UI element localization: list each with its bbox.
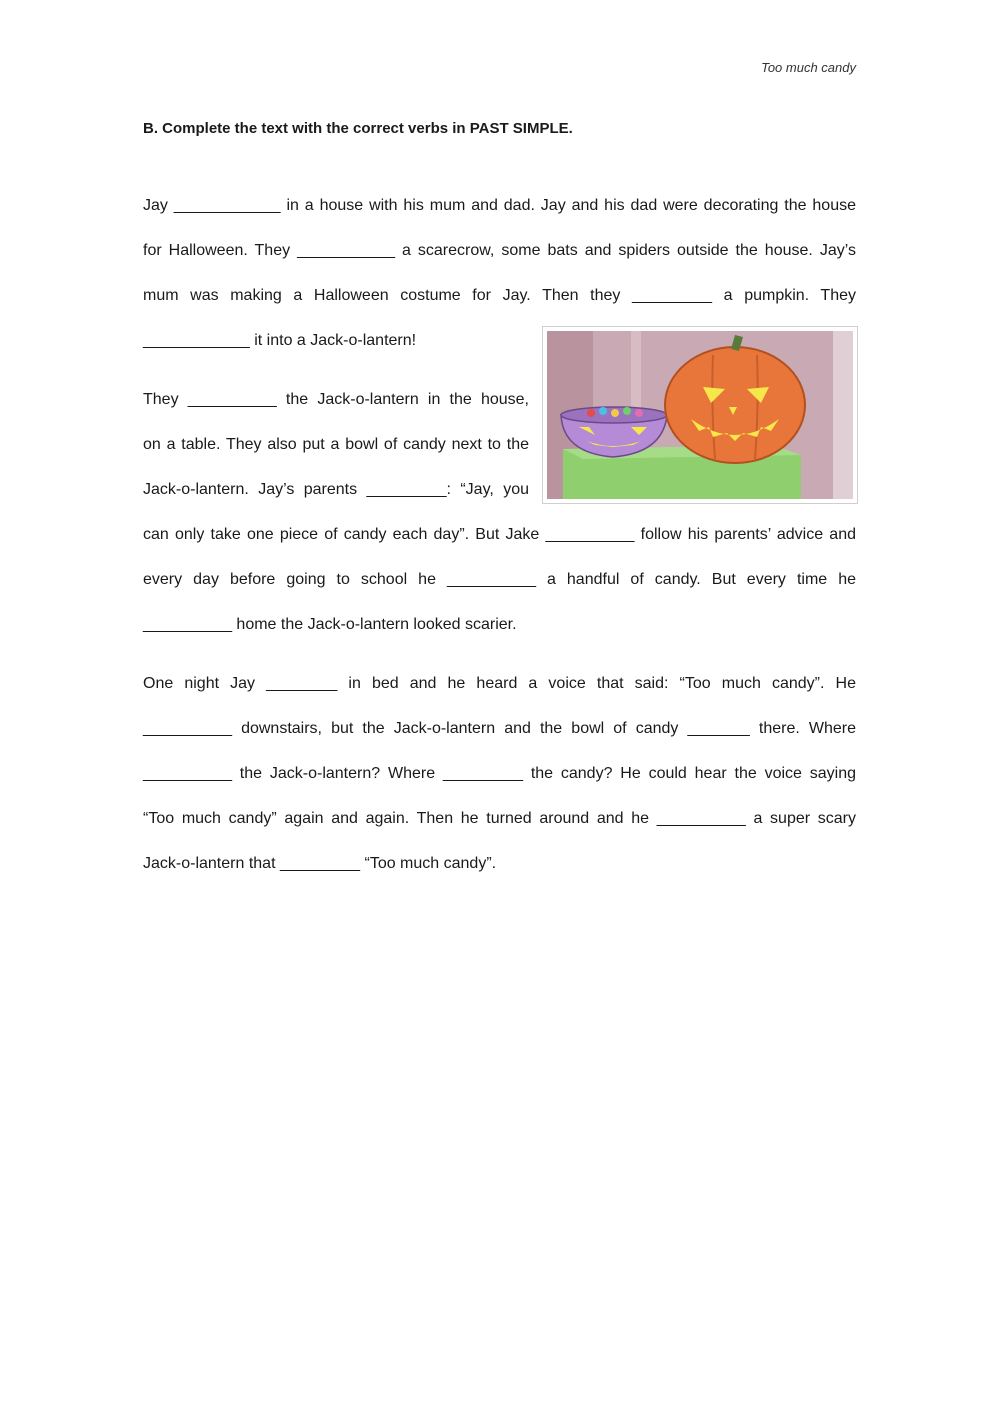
text-line: Jack-o-lantern. Jay’s parents _________: “Jay, you [143,481,529,498]
text-line: “Too much candy” again and again. Then he turned around and he __________ a super scary [143,810,856,827]
text-line: mum was making a Halloween costume for Jay. Then they _________ a pumpkin. They [143,287,856,304]
text-line: __________ downstairs, but the Jack-o-lantern and the bowl of candy _______ there. Where [143,720,856,737]
exercise-instruction: B. Complete the text with the correct verbs in PAST SIMPLE. [143,120,573,137]
text-line: every day before going to school he __________ a handful of candy. But every time he [143,571,856,588]
wall-window-frame [833,331,853,499]
text-line: __________ home the Jack-o-lantern looked scarier. [143,616,517,633]
text-line: Jack-o-lantern that _________ “Too much candy”. [143,855,497,872]
candy-piece [623,407,631,415]
text-line: __________ the Jack-o-lantern? Where _________ the candy? He could hear the voice saying [143,765,856,782]
text-line: ____________ it into a Jack-o-lantern! [143,332,417,349]
candy-piece [587,409,595,417]
text-line: can only take one piece of candy each day”. But Jake __________ follow his parents’ advice and [143,526,856,543]
candy-piece [611,409,619,417]
jack-o-lantern-illustration [542,326,858,504]
text-line: on a table. They also put a bowl of candy next to the [143,436,529,453]
text-line: One night Jay ________ in bed and he heard a voice that said: “Too much candy”. He [143,675,856,692]
jack-o-lantern-drawing [543,327,857,503]
text-line: They __________ the Jack-o-lantern in the house, [143,391,529,408]
pumpkin [665,347,805,463]
text-line: Jay ____________ in a house with his mum and dad. Jay and his dad were decorating the house [143,197,856,214]
candy-piece [599,407,607,415]
candy-piece [635,409,643,417]
text-line: for Halloween. They ___________ a scarecrow, some bats and spiders outside the house. Jay’s [143,242,856,259]
worksheet-title: Too much candy [761,60,856,75]
